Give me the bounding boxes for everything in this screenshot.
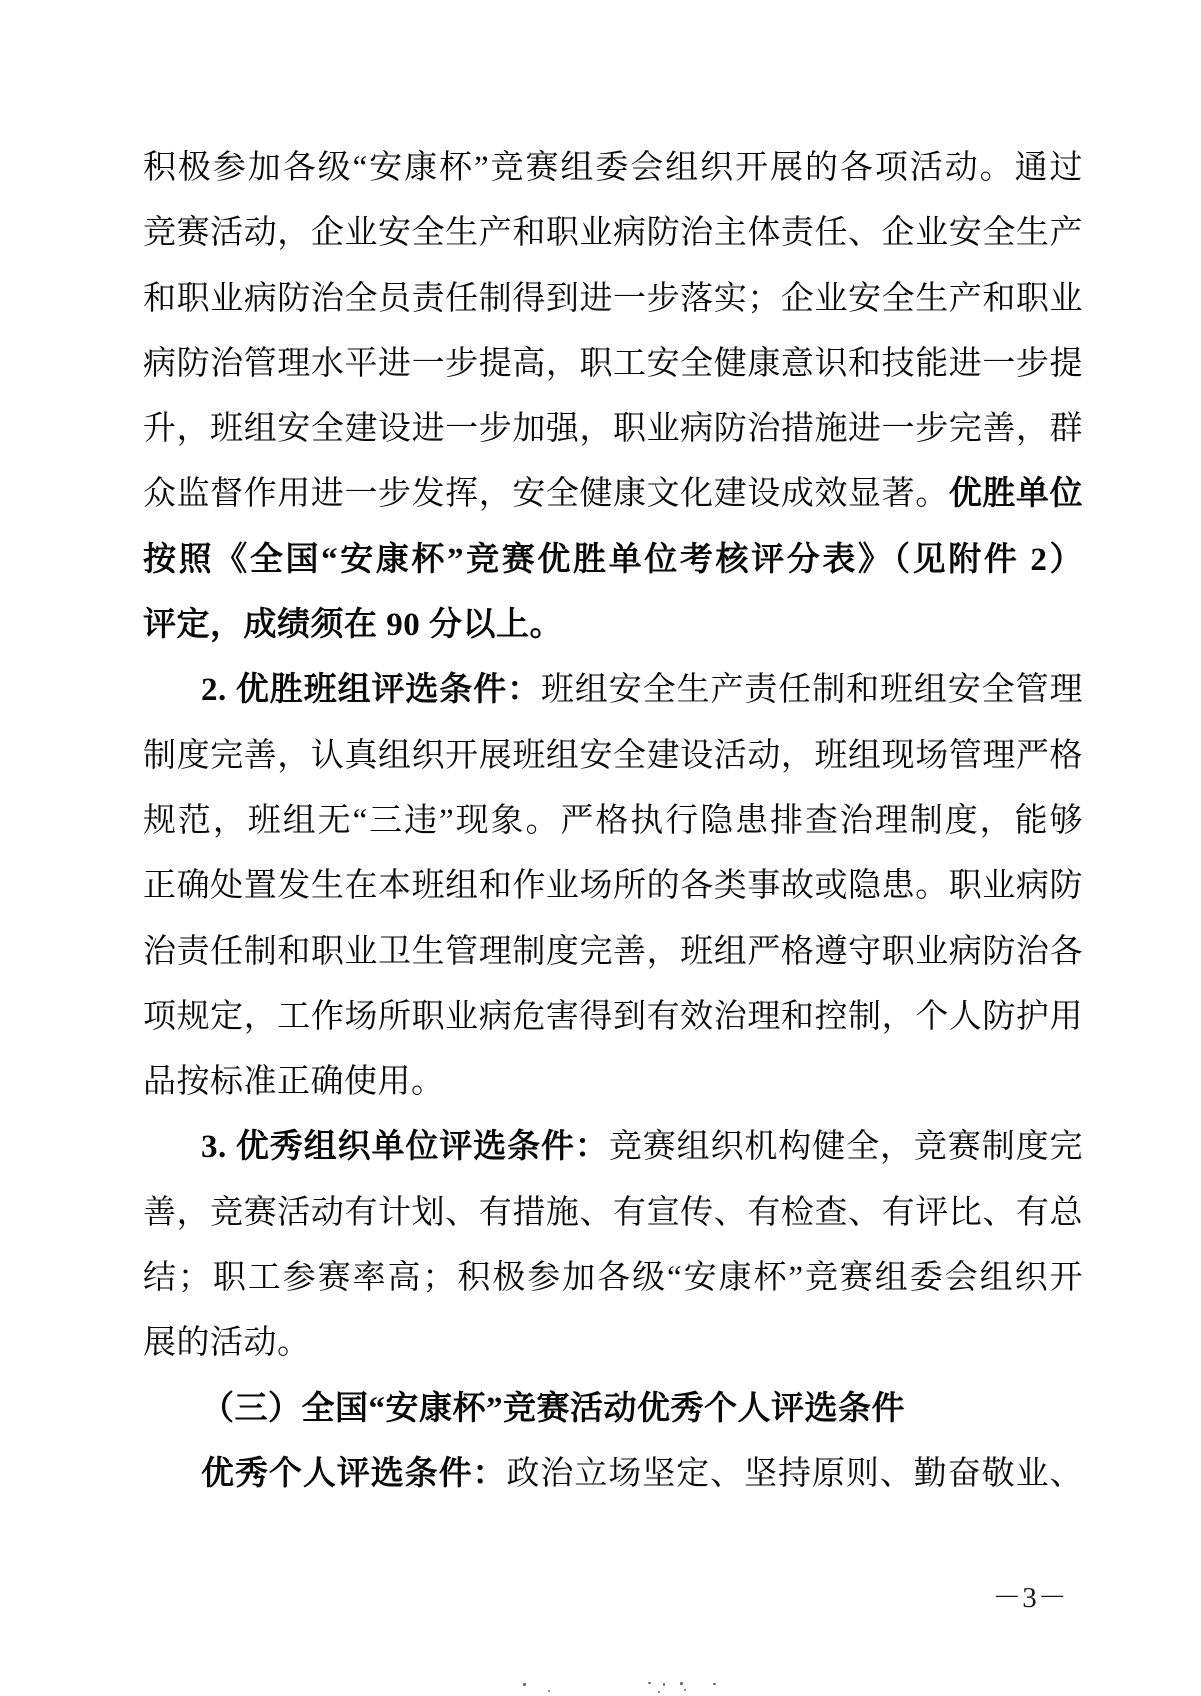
text-line bbox=[143, 789, 1083, 854]
text-line bbox=[143, 985, 1083, 1050]
body-text-segment: 善，竞赛活动有计划、有措施、有宣传、有检查、有评比、有总 bbox=[143, 1194, 1083, 1231]
scan-speck bbox=[648, 1682, 651, 1684]
scan-speck bbox=[548, 1690, 550, 1692]
text-line bbox=[143, 332, 1083, 397]
emphasized-text: 评定，成绩须在 90 分以上。 bbox=[143, 607, 563, 644]
scan-speck bbox=[663, 1683, 665, 1686]
scan-speck bbox=[523, 1683, 526, 1686]
body-text-segment: 制度完善，认真组织开展班组安全建设活动，班组现场管理严格 bbox=[143, 737, 1083, 774]
text-line bbox=[143, 1050, 1083, 1115]
scan-speck bbox=[684, 1689, 686, 1691]
text-line bbox=[143, 462, 1083, 527]
body-text-segment: 升，班组安全建设进一步加强，职业病防治措施进一步完善，群 bbox=[143, 411, 1083, 448]
text-line bbox=[143, 1442, 1083, 1507]
body-text-segment: 众监督作用进一步发挥，安全健康文化建设成效显著。 bbox=[143, 476, 949, 513]
text-line bbox=[143, 1311, 1083, 1376]
body-text-segment: 正确处置发生在本班组和作业场所的各类事故或隐患。职业病防 bbox=[143, 868, 1083, 905]
body-text-segment: 治责任制和职业卫生管理制度完善，班组严格遵守职业病防治各 bbox=[143, 933, 1083, 970]
body-text-segment: 品按标准正确使用。 bbox=[143, 1064, 445, 1101]
text-line bbox=[143, 201, 1083, 266]
scan-speck bbox=[680, 1682, 683, 1685]
scan-speck bbox=[713, 1683, 716, 1685]
emphasized-text: 优胜单位 bbox=[948, 476, 1083, 513]
body-text-segment: 竞赛组织机构健全，竞赛制度完 bbox=[608, 1129, 1083, 1166]
page-number: －3－ bbox=[992, 1582, 1068, 1614]
text-line bbox=[143, 658, 1083, 723]
body-text-segment: 和职业病防治全员责任制得到进一步落实；企业安全生产和职业 bbox=[143, 280, 1083, 317]
emphasized-text: 按照《全国“安康杯”竞赛优胜单位考核评分表》（见附件 2） bbox=[143, 541, 1083, 578]
emphasized-text: 优秀个人评选条件： bbox=[201, 1455, 507, 1492]
emphasized-text: 3. 优秀组织单位评选条件： bbox=[201, 1129, 609, 1166]
emphasized-text: 2. 优胜班组评选条件： bbox=[201, 672, 541, 709]
text-line bbox=[143, 267, 1083, 332]
text-line bbox=[143, 528, 1083, 593]
text-line bbox=[143, 593, 1083, 658]
body-text-segment: 结；职工参赛率高；积极参加各级“安康杯”竞赛组委会组织开 bbox=[143, 1260, 1083, 1297]
text-line bbox=[143, 397, 1083, 462]
body-text bbox=[143, 136, 1083, 1507]
text-line bbox=[143, 724, 1083, 789]
emphasized-text: （三）全国“安康杯”竞赛活动优秀个人评选条件 bbox=[201, 1390, 905, 1427]
text-line bbox=[143, 1115, 1083, 1180]
scan-speck bbox=[658, 1691, 660, 1693]
text-line bbox=[143, 854, 1083, 919]
body-text-segment: 政治立场坚定、坚持原则、勤奋敬业、 bbox=[506, 1455, 1083, 1492]
text-line bbox=[143, 1377, 1083, 1442]
text-line bbox=[143, 1181, 1083, 1246]
body-text-segment: 竞赛活动，企业安全生产和职业病防治主体责任、企业安全生产 bbox=[143, 215, 1083, 252]
body-text-segment: 展的活动。 bbox=[143, 1325, 311, 1362]
body-text-segment: 班组安全生产责任制和班组安全管理 bbox=[541, 672, 1083, 709]
body-text-segment: 规范，班组无“三违”现象。严格执行隐患排查治理制度，能够 bbox=[143, 802, 1083, 839]
body-text-segment: 积极参加各级“安康杯”竞赛组委会组织开展的各项活动。通过 bbox=[143, 150, 1083, 186]
body-text-segment: 项规定，工作场所职业病危害得到有效治理和控制，个人防护用 bbox=[143, 998, 1083, 1035]
text-line bbox=[143, 136, 1083, 201]
body-text-segment: 病防治管理水平进一步提高，职工安全健康意识和技能进一步提 bbox=[143, 345, 1083, 382]
text-line bbox=[143, 920, 1083, 985]
text-line bbox=[143, 1246, 1083, 1311]
